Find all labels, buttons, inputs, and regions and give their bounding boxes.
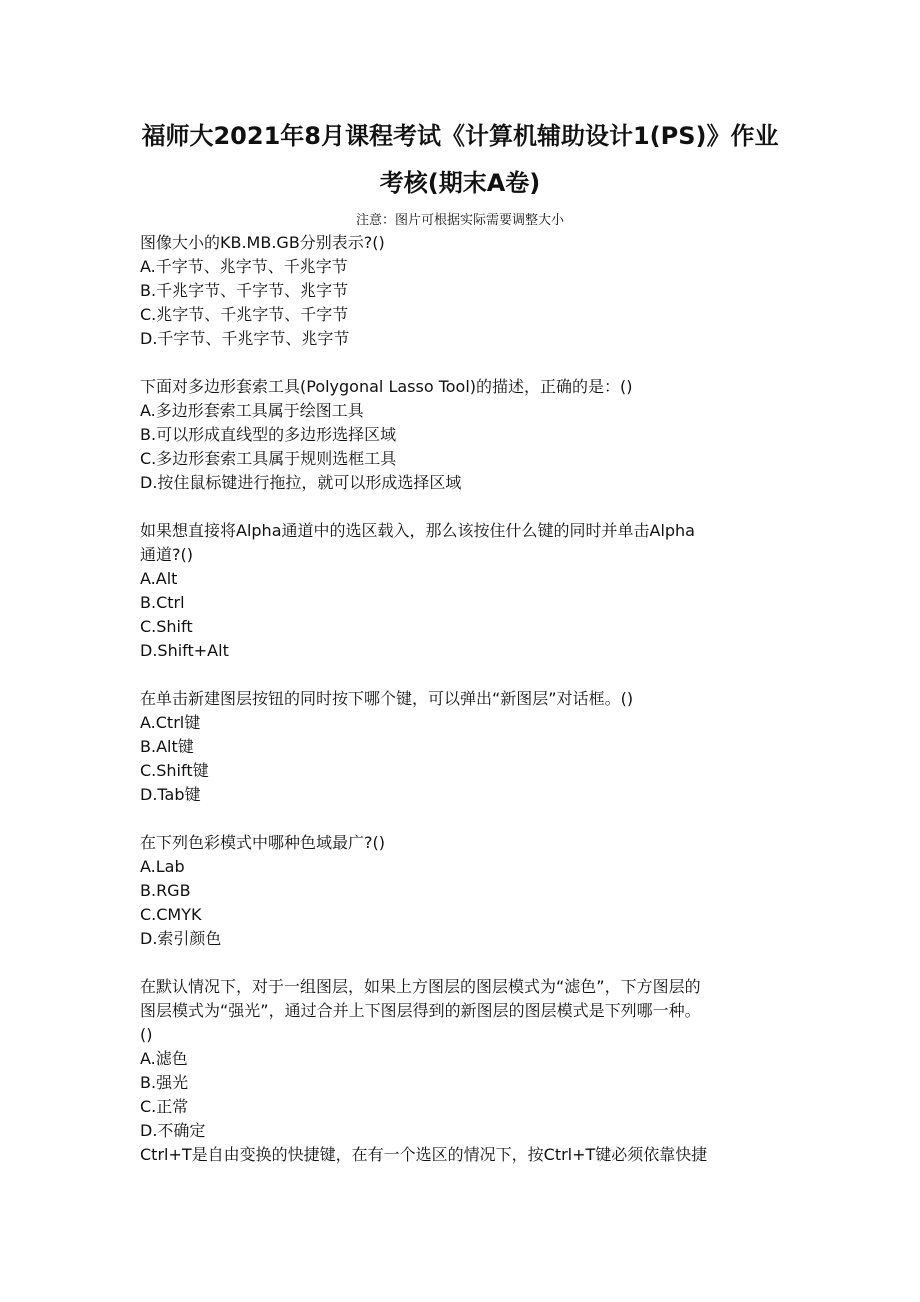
- option-c: C.Shift键: [140, 761, 209, 780]
- option-a: A.千字节、兆字节、千兆字节: [140, 257, 348, 276]
- question-text-continued: 图层模式为“强光”，通过合并上下图层得到的新图层的图层模式是下列哪一种。: [140, 1001, 701, 1020]
- question-7: [140, 1143, 800, 1167]
- option-c: C.正常: [140, 1097, 189, 1116]
- option-a: A.Alt: [140, 569, 178, 588]
- question-text-continued-2: (): [140, 1025, 153, 1044]
- question-2: [140, 375, 800, 495]
- option-a: A.多边形套索工具属于绘图工具: [140, 401, 364, 420]
- question-1: [140, 231, 800, 351]
- option-d: D.不确定: [140, 1121, 206, 1140]
- question-text: 在单击新建图层按钮的同时按下哪个键，可以弹出“新图层”对话框。(): [140, 689, 634, 708]
- option-d: D.Shift+Alt: [140, 641, 229, 660]
- document-title-line-2: 考核(期末A卷): [379, 169, 541, 197]
- option-b: B.可以形成直线型的多边形选择区域: [140, 425, 397, 444]
- option-d: D.Tab键: [140, 785, 201, 804]
- question-5: [140, 831, 800, 951]
- option-a: A.Lab: [140, 857, 185, 876]
- question-text: 图像大小的KB.MB.GB分别表示?(): [140, 233, 385, 252]
- question-6: [140, 975, 800, 1143]
- option-b: B.强光: [140, 1073, 189, 1092]
- option-a: A.滤色: [140, 1049, 188, 1068]
- question-text: 在默认情况下，对于一组图层，如果上方图层的图层模式为“滤色”，下方图层的: [140, 977, 701, 996]
- questions-list: [140, 231, 800, 1167]
- option-c: C.CMYK: [140, 905, 202, 924]
- document-title-line-1: 福师大2021年8月课程考试《计算机辅助设计1(PS)》作业: [141, 122, 779, 150]
- option-c: C.兆字节、千兆字节、千字节: [140, 305, 349, 324]
- option-a: A.Ctrl键: [140, 713, 201, 732]
- option-d: D.千字节、千兆字节、兆字节: [140, 329, 350, 348]
- option-b: B.Alt键: [140, 737, 194, 756]
- option-d: D.按住鼠标键进行拖拉，就可以形成选择区域: [140, 473, 462, 492]
- option-b: B.千兆字节、千字节、兆字节: [140, 281, 349, 300]
- question-text: Ctrl+T是自由变换的快捷键，在有一个选区的情况下，按Ctrl+T键必须依靠快捷: [140, 1145, 708, 1164]
- question-text-continued: 通道?(): [140, 545, 193, 564]
- option-c: C.多边形套索工具属于规则选框工具: [140, 449, 397, 468]
- question-text: 在下列色彩模式中哪种色域最广?(): [140, 833, 385, 852]
- question-4: [140, 687, 800, 807]
- option-d: D.索引颜色: [140, 929, 222, 948]
- document-note: 注意：图片可根据实际需要调整大小: [355, 213, 564, 228]
- question-text: 下面对多边形套索工具(Polygonal Lasso Tool)的描述，正确的是：(): [140, 377, 633, 396]
- option-c: C.Shift: [140, 617, 193, 636]
- option-b: B.RGB: [140, 881, 191, 900]
- option-b: B.Ctrl: [140, 593, 185, 612]
- question-text: 如果想直接将Alpha通道中的选区载入，那么该按住什么键的同时并单击Alpha: [140, 521, 695, 540]
- question-3: [140, 519, 800, 663]
